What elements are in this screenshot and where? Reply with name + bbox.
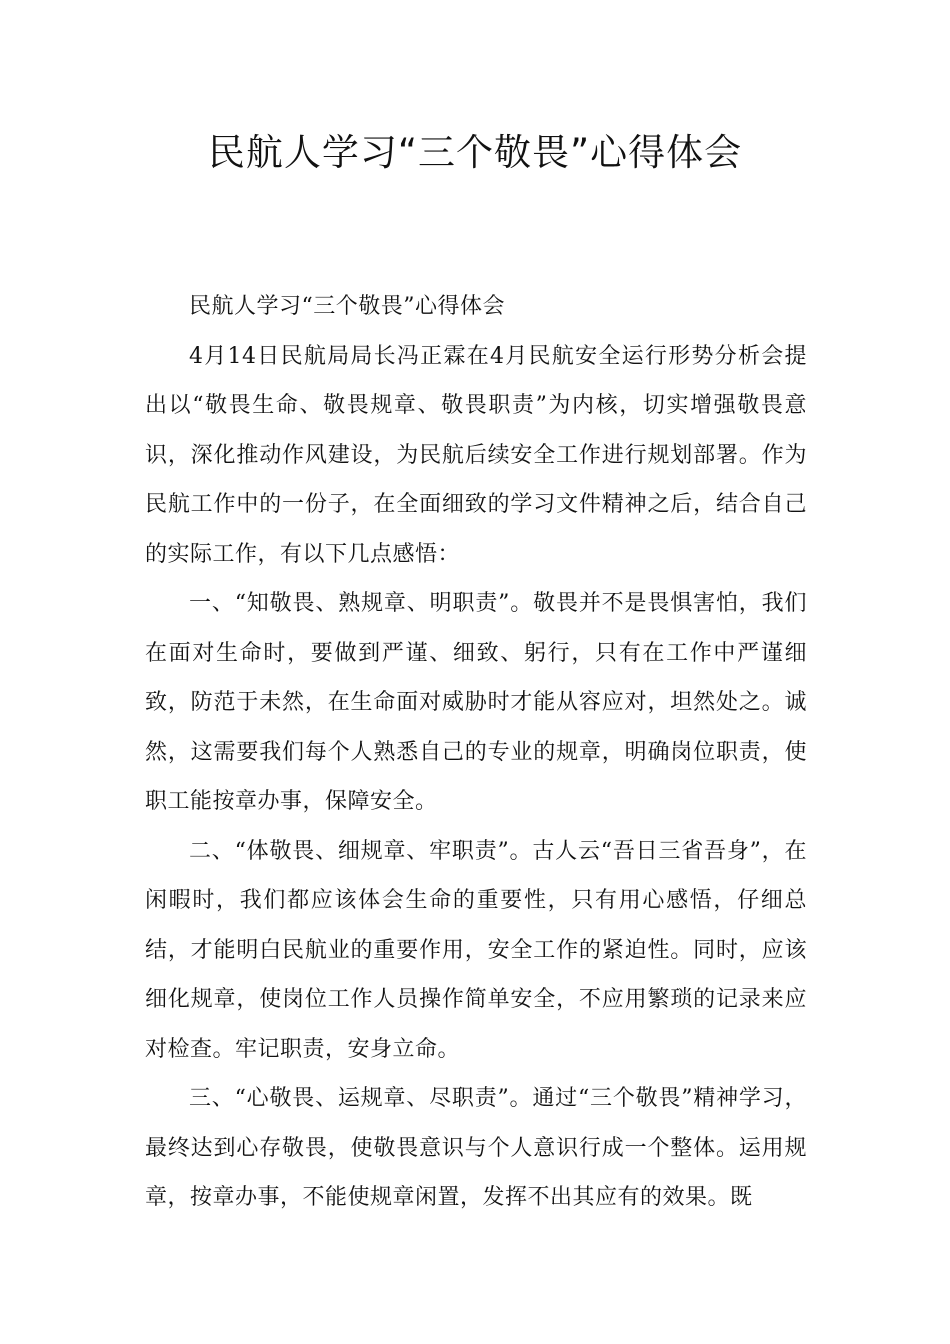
paragraph-point-two: 二、“体敬畏、细规章、牢职责”。古人云“吾日三省吾身”，在闲暇时，我们都应该体会生命的重要性，只有用心感悟，仔细总结，才能明白民航业的重要作用，安全工作的紧迫性。同时，应该细化规章，使岗位工作人员操作简单安全，不应用繁琐的记录来应对检查。牢记职责，安身立命。: [145, 838, 807, 1062]
paragraph-point-one: 一、“知敬畏、熟规章、明职责”。敬畏并不是畏惧害怕，我们在面对生命时，要做到严谨、细致、躬行，只有在工作中严谨细致，防范于未然，在生命面对威胁时才能从容应对，坦然处之。诚然，这需要我们每个人熟悉自己的专业的规章，明确岗位职责，使职工能按章办事，保障安全。: [145, 591, 807, 814]
document-title: 民航人学习“三个敬畏”心得体会: [207, 131, 743, 174]
document-body: [145, 282, 807, 1223]
paragraph-point-three: 三、“心敬畏、运规章、尽职责”。通过“三个敬畏”精神学习，最终达到心存敬畏，使敬畏意识与个人意识行成一个整体。运用规章，按章办事，不能使规章闲置，发挥不出其应有的效果。既: [145, 1086, 807, 1210]
paragraph-intro: 4月14日民航局局长冯正霖在4月民航安全运行形势分析会提出以“敬畏生命、敬畏规章、敬畏职责”为内核，切实增强敬畏意识，深化推动作风建设，为民航后续安全工作进行规划部署。作为民航工作中的一份子，在全面细致的学习文件精神之后，结合自己的实际工作，有以下几点感悟：: [145, 343, 807, 567]
paragraph-subtitle: 民航人学习“三个敬畏”心得体会: [189, 294, 505, 319]
